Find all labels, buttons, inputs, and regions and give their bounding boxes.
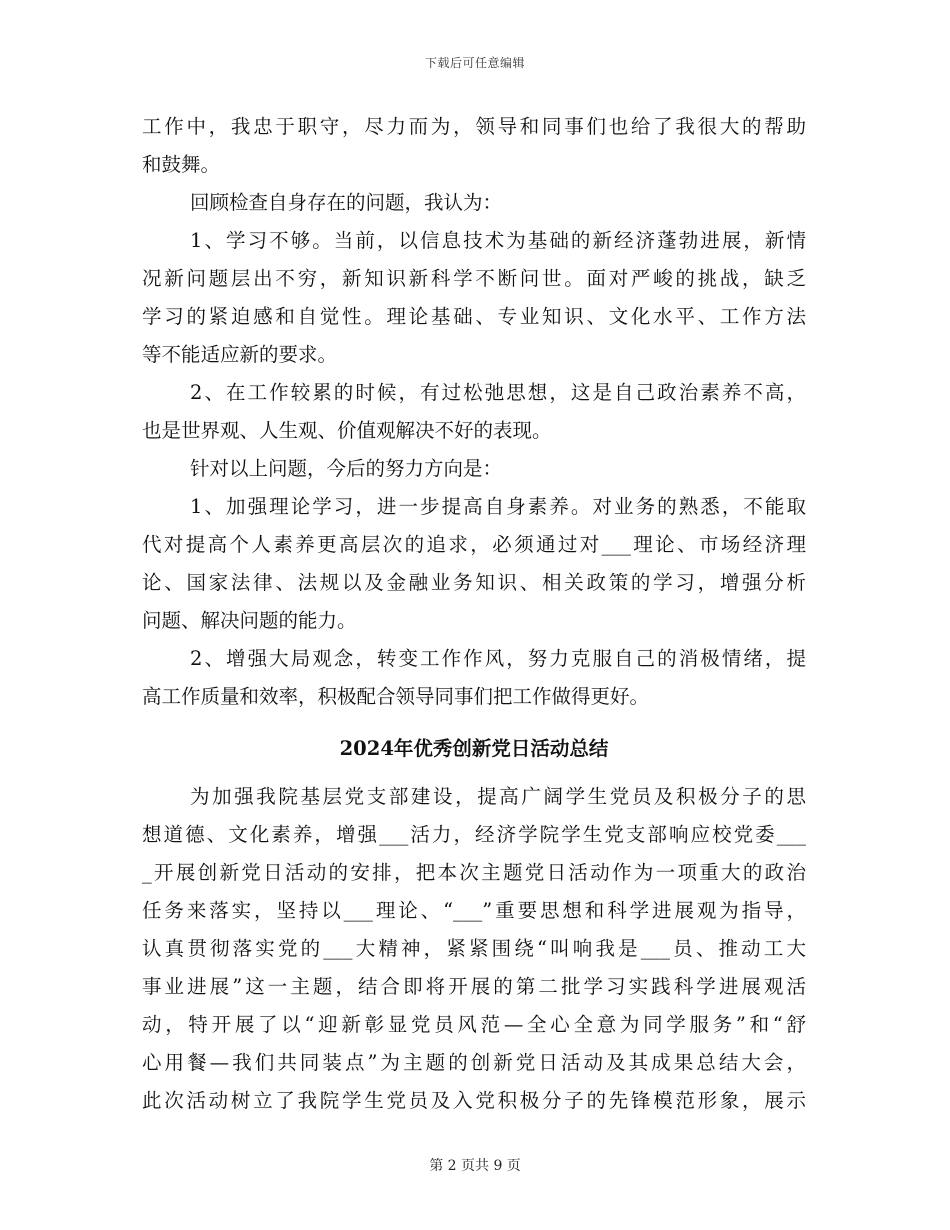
section-title: 2024年优秀创新党日活动总结	[339, 737, 609, 760]
page-footer: 第 2 页共 9 页	[429, 1158, 521, 1174]
paragraph-line: 况新问题层出不穷，新知识新科学不断问世。面对严峻的挑战，缺乏	[142, 267, 806, 290]
page-header: 下载后可任意编辑	[424, 56, 525, 70]
paragraph-line: 工作中，我忠于职守，尽力而为，领导和同事们也给了我很大的帮助	[142, 115, 806, 138]
paragraph-line: 也是世界观、人生观、价值观解决不好的表现。	[142, 419, 552, 442]
paragraph-line: 论、国家法律、法规以及金融业务知识、相关政策的学习，增强分析	[142, 571, 806, 594]
paragraph-line: 任务来落实，坚持以___理论、“___”重要思想和科学进展观为指导，	[142, 899, 806, 922]
paragraph-line: 事业进展”这一主题，结合即将开展的第二批学习实践科学进展观活	[142, 975, 806, 998]
paragraph-line: 2、在工作较累的时候，有过松弛思想，这是自己政治素养不高，	[190, 381, 806, 404]
paragraph-line: 学习的紧迫感和自觉性。理论基础、专业知识、文化水平、工作方法	[142, 305, 806, 328]
document-body	[142, 108, 806, 1120]
paragraph-line: 等不能适应新的要求。	[142, 343, 338, 366]
paragraph-line: 为加强我院基层党支部建设，提高广阔学生党员及积极分子的思	[190, 785, 806, 808]
paragraph-line: 想道德、文化素养，增强___活力，经济学院学生党支部响应校党委___	[142, 823, 806, 846]
paragraph-line: _开展创新党日活动的安排，把本次主题党日活动作为一项重大的政治	[142, 861, 806, 884]
paragraph-line: 针对以上问题，今后的努力方向是：	[190, 457, 503, 480]
paragraph-line: 认真贯彻落实党的___大精神，紧紧围绕“叫响我是___员、推动工大	[142, 937, 806, 960]
paragraph-line: 高工作质量和效率，积极配合领导同事们把工作做得更好。	[142, 685, 650, 708]
paragraph-line: 1、加强理论学习，进一步提高自身素养。对业务的熟悉，不能取	[190, 495, 806, 518]
paragraph-line: 2、增强大局观念，转变工作作风，努力克服自己的消极情绪，提	[190, 647, 806, 670]
paragraph-line: 代对提高个人素养更高层次的追求，必须通过对___理论、市场经济理	[142, 533, 806, 556]
paragraph-line: 回顾检查自身存在的问题，我认为：	[190, 191, 503, 214]
paragraph-line: 问题、解决问题的能力。	[142, 609, 357, 632]
paragraph-line: 此次活动树立了我院学生党员及入党积极分子的先锋模范形象，展示	[142, 1089, 806, 1112]
paragraph-line: 1、学习不够。当前，以信息技术为基础的新经济蓬勃进展，新情	[190, 229, 806, 252]
paragraph-line: 动，特开展了以“迎新彰显党员风范—全心全意为同学服务”和“舒	[142, 1013, 806, 1036]
paragraph-line: 心用餐—我们共同装点”为主题的创新党日活动及其成果总结大会，	[142, 1051, 806, 1074]
paragraph-line: 和鼓舞。	[142, 153, 221, 176]
